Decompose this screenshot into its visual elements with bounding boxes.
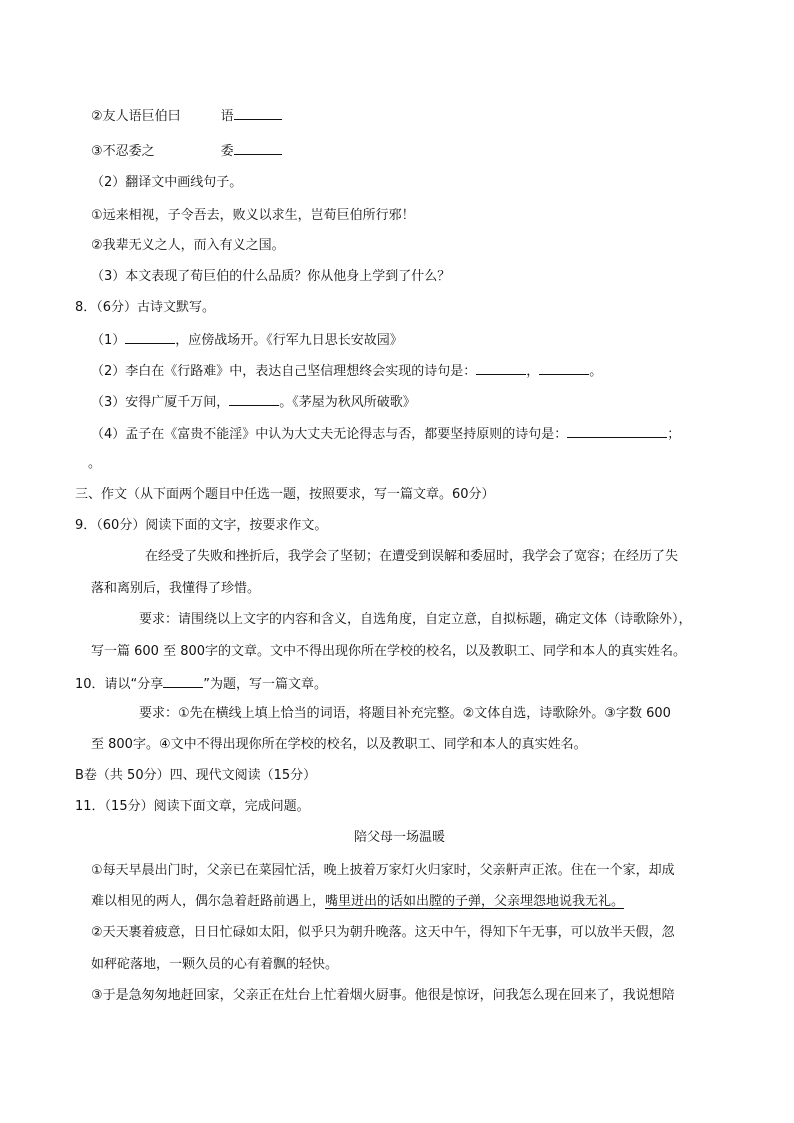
q7-item3-prefix: ③不忍委之 <box>91 144 155 159</box>
answer-blank[interactable] <box>234 106 282 120</box>
article-para2-a: ②天天裹着疲意，日日忙碌如太阳，似乎只为朝升晚落。这天中午，得知下午无事，可以放半天假，忽 <box>91 925 675 940</box>
section-3-heading: 三、作文（从下面两个题目中任选一题，按照要求，写一篇文章。60分） <box>75 487 495 502</box>
answer-blank[interactable] <box>234 141 282 155</box>
q8-line4-cont: 。 <box>88 456 102 471</box>
q7-trans1: ①远来相视，子令吾去，败义以求生，岂荀巨伯所行邪！ <box>91 208 415 223</box>
answer-blank[interactable] <box>567 424 667 438</box>
article-title: 陪父母一场温暖 <box>354 830 446 845</box>
q8-line1 <box>91 330 403 350</box>
q8-line1-suffix: ，应傍战场开。《行军九日思长安故园》 <box>175 333 403 348</box>
section-b-heading: B卷（共 50分）四、现代文阅读（15分） <box>75 768 317 783</box>
answer-blank[interactable] <box>229 392 279 406</box>
q8-line1-prefix: （1） <box>91 333 126 348</box>
q9-title: 9．（60分）阅读下面的文字，按要求作文。 <box>75 518 328 533</box>
q7-item2 <box>91 106 282 126</box>
q8-line2 <box>91 361 602 381</box>
q10-title-prefix: 10．请以“分享 <box>75 677 164 692</box>
q9-prompt-a: 在经受了失败和挫折后，我学会了坚韧；在遭受到误解和委屈时，我学会了宽容；在经历了失 <box>145 549 679 564</box>
q9-requirement-a: 要求：请围绕以上文字的内容和含义，自选角度，自定立意，自拟标题，确定文体（诗歌除外）， <box>139 612 692 627</box>
article-para1-a: ①每天早晨出门时，父亲已在菜园忙活，晚上披着万家灯火归家时，父亲鼾声正浓。住在一个家，却成 <box>91 863 675 878</box>
q7-item2-label: 语 <box>220 109 234 124</box>
answer-blank[interactable] <box>539 361 589 375</box>
q7-item2-prefix: ②友人语巨伯曰 <box>91 109 181 124</box>
q8-line2-end: 。 <box>589 364 603 379</box>
q7-item3 <box>91 141 282 161</box>
q8-line4-end: ； <box>667 427 681 442</box>
q10-requirement-b: 至 800字。④文中不得出现你所在学校的校名，以及教职工、同学和本人的真实姓名。 <box>91 737 587 752</box>
q11-title: 11．（15分）阅读下面文章，完成问题。 <box>75 799 310 814</box>
article-para1-b <box>91 893 624 911</box>
article-para3-a: ③于是急匆匆地赶回家，父亲正在灶台上忙着烟火厨事。他很是惊讶，问我怎么现在回来了，我说想陪 <box>91 988 675 1003</box>
q9-requirement-b: 写一篇 600 至 800字的文章。文中不得出现你所在学校的校名，以及教职工、同学和本人的真实姓名。 <box>91 644 687 659</box>
underlined-sentence: 嘴里迸出的话如出膛的子弹，父亲埋怨地说我无礼。 <box>325 894 625 909</box>
answer-blank[interactable] <box>125 330 175 344</box>
q7-sub3: （3）本文表现了荀巨伯的什么品质？你从他身上学到了什么？ <box>91 269 451 284</box>
q8-line4-prefix: （4）孟子在《富贵不能淫》中认为大丈夫无论得志与否，都要坚持原则的诗句是： <box>91 427 568 442</box>
q8-title: 8．（6分）古诗文默写。 <box>75 300 216 315</box>
q10-title-suffix: ”为题，写一篇文章。 <box>203 677 328 692</box>
q9-prompt-b: 落和离别后，我懂得了珍惜。 <box>91 581 261 596</box>
answer-blank[interactable] <box>476 361 526 375</box>
q10-title <box>75 674 327 694</box>
article-para1-b-plain: 难以相见的两人，偶尔急着赶路前遇上， <box>91 894 326 909</box>
answer-blank[interactable] <box>163 674 203 688</box>
q8-line3 <box>91 392 416 412</box>
q7-trans2: ②我辈无义之人，而入有义之国。 <box>91 238 285 253</box>
q7-item3-label: 委 <box>220 144 234 159</box>
q7-sub2: （2）翻译文中画线句子。 <box>91 175 243 190</box>
q8-line3-prefix: （3）安得广厦千万间， <box>91 395 230 410</box>
q8-line3-suffix: 。《茅屋为秋风所破歌》 <box>279 395 416 410</box>
article-para2-b: 如秤砣落地，一颗久员的心有着飘的轻快。 <box>91 957 339 972</box>
q10-requirement-a: 要求：①先在横线上填上恰当的词语，将题目补充完整。②文体自选，诗歌除外。③字数 600 <box>139 706 671 721</box>
q8-line4 <box>91 424 680 444</box>
q8-line2-prefix: （2）李白在《行路难》中，表达自己坚信理想终会实现的诗句是： <box>91 364 477 379</box>
q8-line2-mid: ， <box>526 364 540 379</box>
